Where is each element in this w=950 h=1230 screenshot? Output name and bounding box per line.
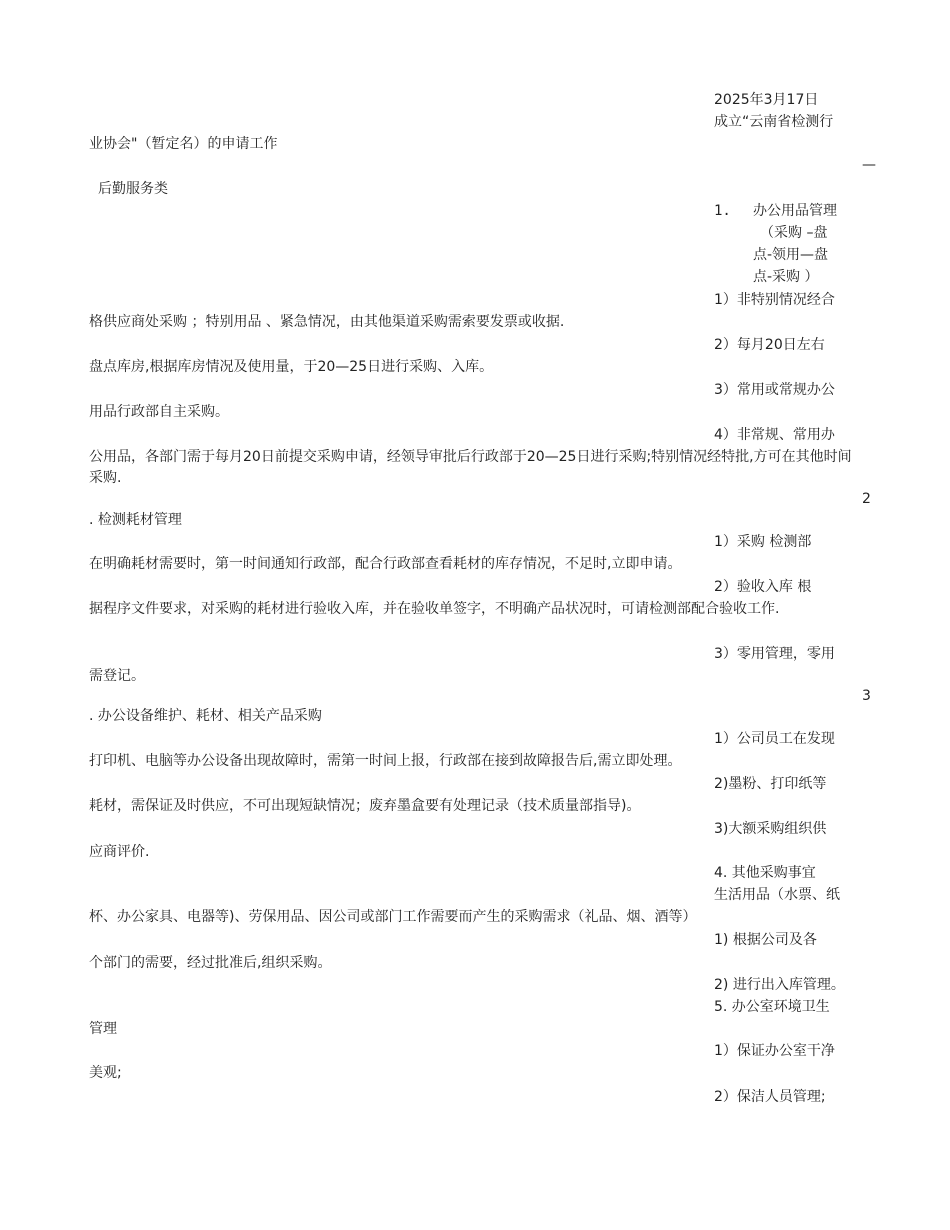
s3-item3-body: 应商评价. (89, 844, 150, 860)
s2-item3-head: 3）零用管理，零用 (714, 646, 835, 662)
s5-title-body: 管理 (89, 1021, 117, 1037)
s3-item1-body: 打印机、电脑等办公设备出现故障时，需第一时间上报，行政部在接到故障报告后,需立即处理。 (89, 753, 682, 769)
s4-item1-head: 1) 根据公司及各 (714, 932, 817, 948)
s2-item2-head: 2）验收入库 根 (714, 579, 812, 595)
s5-item1-body: 美观; (89, 1065, 122, 1081)
s1-item2-head: 2）每月20日左右 (714, 337, 825, 353)
s5-item1-head: 1）保证办公室干净 (714, 1043, 835, 1059)
s5-item2: 2）保洁人员管理; (714, 1089, 826, 1105)
s4-item1-body: 个部门的需要，经过批准后,组织采购。 (89, 955, 332, 971)
document-date: 2025年3月17日 (714, 92, 819, 108)
s3-item3-head: 3)大额采购组织供 (714, 821, 827, 837)
s2-item1-head: 1）采购 检测部 (714, 534, 812, 550)
s1-flow-line2: 点-领用—盘 (753, 247, 829, 263)
s1-flow-line1: （采购 –盘 (760, 225, 828, 241)
s5-title-head: 5. 办公室环境卫生 (714, 999, 830, 1015)
dash-mark: — (862, 157, 876, 173)
s1-item4-head: 4）非常规、常用办 (714, 427, 835, 443)
s4-item2: 2) 进行出入库管理。 (714, 977, 845, 993)
s1-item2-body: 盘点库房,根据库房情况及使用量，于20—25日进行采购、入库。 (89, 359, 494, 375)
s3-title: . 办公设备维护、耗材、相关产品采购 (89, 708, 322, 724)
s2-number: 2 (862, 491, 871, 507)
s3-item2-head: 2)墨粉、打印纸等 (714, 776, 827, 792)
s2-item3-body: 需登记。 (89, 668, 145, 684)
s1-item3-body: 用品行政部自主采购。 (89, 404, 229, 420)
s3-number: 3 (862, 688, 871, 704)
s1-item1-body: 格供应商处采购 ；特别用品 、紧急情况，由其他渠道采购需索要发票或收据. (89, 314, 565, 330)
s4-line-body: 杯、办公家具、电器等)、劳保用品、因公司或部门工作需要而产生的采购需求（礼品、烟、酒等） (89, 909, 697, 925)
s4-line-head: 生活用品（水票、纸 (714, 887, 840, 903)
s1-item3-head: 3）常用或常规办公 (714, 382, 835, 398)
s3-item2-body: 耗材，需保证及时供应，不可出现短缺情况；废弃墨盒要有处理记录（技术质量部指导)。 (89, 798, 641, 814)
document-title-line1: 成立“云南省检测行 (714, 114, 834, 130)
document-title-line2: 业协会"（暂定名）的申请工作 (89, 136, 278, 152)
s2-title: . 检测耗材管理 (89, 512, 182, 528)
s1-item1-head: 1）非特别情况经合 (714, 292, 835, 308)
s1-flow-line3: 点-采购 ） (753, 269, 819, 285)
s1-number: 1. (714, 203, 731, 219)
s4-title: 4. 其他采购事宜 (714, 865, 816, 881)
s2-item1-body: 在明确耗材需要时，第一时间通知行政部，配合行政部查看耗材的库存情况，不足时,立即申请。 (89, 556, 682, 572)
s3-item1-head: 1）公司员工在发现 (714, 731, 835, 747)
s1-item4-body: 公用品，各部门需于每月20日前提交采购申请，经领导审批后行政部于20—25日进行采购;特别情况经特批,方可在其他时间采购. (89, 449, 852, 486)
section-heading: 后勤服务类 (98, 181, 168, 197)
s1-title: 办公用品管理 (753, 203, 837, 219)
s2-item2-body: 据程序文件要求，对采购的耗材进行验收入库，并在验收单签字，不明确产品状况时，可请检测部配合验收工作. (89, 601, 780, 617)
